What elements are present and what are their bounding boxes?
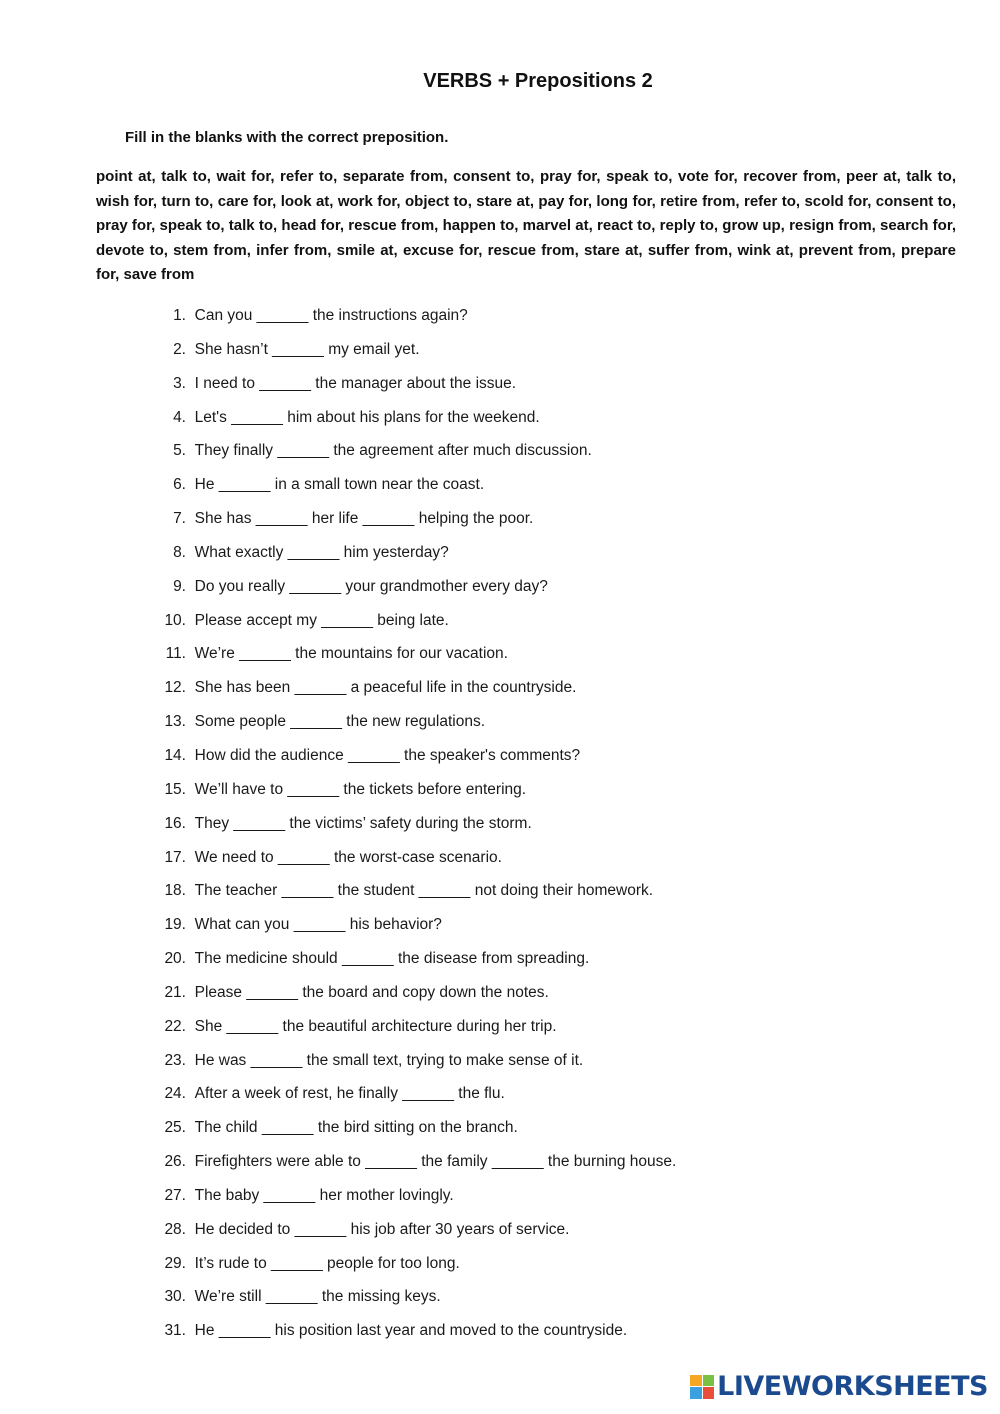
question-list	[146, 307, 676, 1356]
question-item	[146, 409, 676, 443]
question-text: After a week of rest, he finally ______ the flu.	[194, 1085, 505, 1103]
question-number: 12.	[164, 679, 186, 697]
question-number: 30.	[164, 1288, 186, 1306]
question-number: 4.	[173, 408, 186, 426]
question-text: What can you ______ his behavior?	[194, 916, 442, 934]
question-item	[146, 375, 676, 409]
question-text: We’re ______ the mountains for our vacation.	[194, 645, 508, 663]
question-item	[146, 612, 676, 646]
question-item	[146, 1119, 676, 1153]
question-item	[146, 781, 676, 815]
question-text: He decided to ______ his job after 30 years of service.	[194, 1220, 570, 1238]
question-number: 18.	[164, 882, 186, 900]
question-number: 14.	[164, 746, 186, 764]
question-text: The baby ______ her mother lovingly.	[194, 1186, 454, 1204]
question-number: 6.	[173, 476, 186, 494]
question-item	[146, 1018, 676, 1052]
question-number: 2.	[173, 340, 186, 358]
question-item	[146, 747, 676, 781]
question-text: The medicine should ______ the disease from spreading.	[194, 950, 590, 968]
question-text: He ______ in a small town near the coast.	[194, 476, 485, 494]
question-number: 22.	[164, 1017, 186, 1035]
question-item	[146, 1052, 676, 1086]
question-number: 7.	[173, 510, 186, 528]
question-item	[146, 645, 676, 679]
question-text: Let's ______ him about his plans for the weekend.	[194, 408, 540, 426]
question-item	[146, 307, 676, 341]
question-text: We’re still ______ the missing keys.	[194, 1288, 441, 1306]
instruction-text: Fill in the blanks with the correct preposition.	[125, 129, 449, 146]
question-text: How did the audience ______ the speaker's comments?	[194, 746, 581, 764]
question-text: Do you really ______ your grandmother every day?	[194, 577, 548, 595]
worksheet-title: VERBS + Prepositions 2	[423, 70, 653, 92]
question-item	[146, 510, 676, 544]
question-text: The teacher ______ the student ______ not doing their homework.	[194, 882, 654, 900]
question-number: 29.	[164, 1254, 186, 1272]
question-text: Can you ______ the instructions again?	[194, 307, 468, 324]
brand-name: LIVEWORKSHEETS	[717, 1371, 988, 1402]
question-text: She has been ______ a peaceful life in the countryside.	[194, 679, 577, 697]
question-text: Firefighters were able to ______ the family ______ the burning house.	[194, 1153, 677, 1171]
question-number: 27.	[164, 1186, 186, 1204]
question-number: 10.	[164, 611, 186, 629]
question-item	[146, 1153, 676, 1187]
question-number: 31.	[164, 1322, 186, 1340]
question-number: 19.	[164, 916, 186, 934]
question-item	[146, 950, 676, 984]
question-item	[146, 916, 676, 950]
question-number: 5.	[173, 442, 186, 460]
question-number: 11.	[165, 645, 186, 663]
question-item	[146, 476, 676, 510]
question-text: He ______ his position last year and moved to the countryside.	[194, 1322, 628, 1340]
question-text: She ______ the beautiful architecture during her trip.	[194, 1017, 557, 1035]
question-number: 21.	[164, 983, 186, 1001]
question-item	[146, 679, 676, 713]
question-number: 25.	[164, 1119, 186, 1137]
question-text: He was ______ the small text, trying to make sense of it.	[194, 1051, 584, 1069]
question-text: What exactly ______ him yesterday?	[194, 543, 449, 561]
question-text: Please accept my ______ being late.	[194, 611, 449, 629]
question-text: She hasn’t ______ my email yet.	[194, 340, 420, 358]
question-number: 9.	[173, 577, 186, 595]
question-text: We’ll have to ______ the tickets before entering.	[194, 780, 527, 798]
question-number: 23.	[164, 1051, 186, 1069]
question-item	[146, 341, 676, 375]
question-number: 24.	[164, 1085, 186, 1103]
question-item	[146, 849, 676, 883]
question-text: They finally ______ the agreement after much discussion.	[194, 442, 592, 460]
question-text: They ______ the victims’ safety during the storm.	[194, 814, 532, 832]
question-number: 13.	[164, 713, 186, 731]
question-item	[146, 984, 676, 1018]
question-item	[146, 544, 676, 578]
question-item	[146, 1322, 676, 1356]
question-text: The child ______ the bird sitting on the branch.	[194, 1119, 518, 1137]
question-text: She has ______ her life ______ helping the poor.	[194, 510, 534, 528]
question-item	[146, 815, 676, 849]
liveworksheets-brand	[690, 1371, 988, 1402]
question-item	[146, 578, 676, 612]
question-item	[146, 713, 676, 747]
question-item	[146, 1255, 676, 1289]
question-text: Please ______ the board and copy down the notes.	[194, 983, 549, 1001]
question-text: I need to ______ the manager about the issue.	[194, 374, 517, 392]
question-number: 16.	[164, 814, 186, 832]
question-item	[146, 882, 676, 916]
liveworksheets-logo-icon	[690, 1375, 714, 1399]
word-bank: point at, talk to, wait for, refer to, separate from, consent to, pray for, speak to, vote for, recover from, peer at, talk to, wish for, turn to, care for, look at, work for, object to, stare at, pay for, long for, retire from, refer to, scold for, consent to, pray for, speak to, talk to, head for, rescue from, happen to, marvel at, react to, reply to, grow up, resign from, search for, devote to, stem from, infer from, smile at, excuse for, rescue from, stare at, suffer from, wink at, prevent from, prepare for, save from	[96, 168, 956, 283]
question-number: 17.	[164, 848, 186, 866]
question-item	[146, 1288, 676, 1322]
question-item	[146, 442, 676, 476]
question-number: 8.	[173, 543, 186, 561]
question-number: 28.	[164, 1220, 186, 1238]
question-number: 15.	[164, 780, 186, 798]
question-text: It’s rude to ______ people for too long.	[194, 1254, 460, 1272]
question-number: 20.	[164, 950, 186, 968]
question-text: We need to ______ the worst-case scenario.	[194, 848, 502, 866]
question-number: 3.	[173, 374, 186, 392]
question-item	[146, 1187, 676, 1221]
question-item	[146, 1085, 676, 1119]
question-number: 1.	[173, 307, 186, 324]
question-item	[146, 1221, 676, 1255]
question-number: 26.	[164, 1153, 186, 1171]
question-text: Some people ______ the new regulations.	[194, 713, 486, 731]
